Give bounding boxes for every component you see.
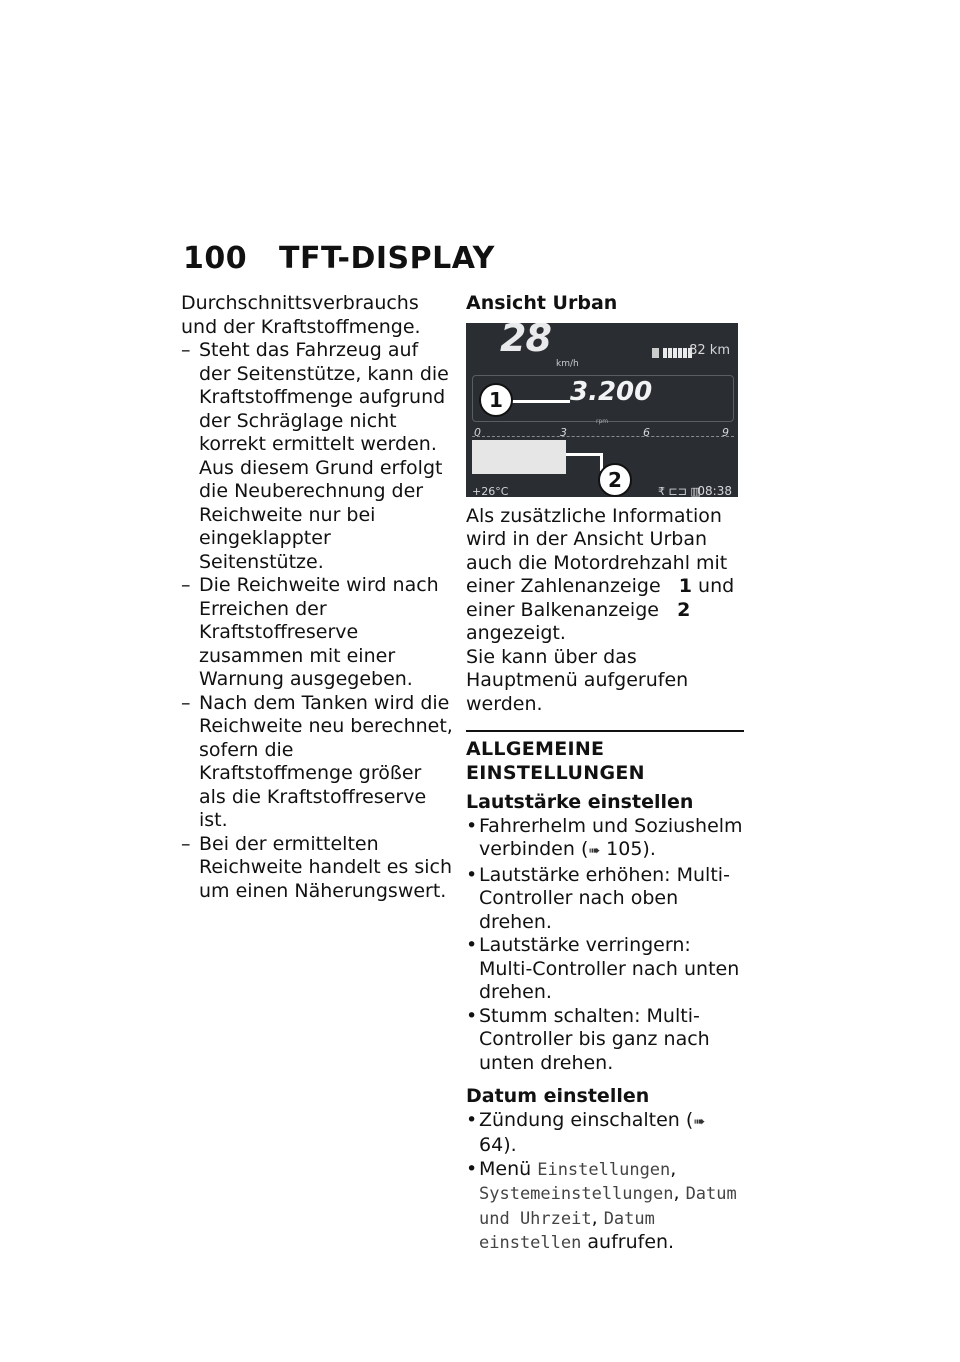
speed-readout: 28 xyxy=(500,322,551,360)
callout-2: 2 xyxy=(598,463,632,497)
view-description: Als zusätzliche Information wird in der Ansicht Urban auch die Motordrehzahl mit einer Zahlenanzeige 1 und einer Balkenanzeige 2 angezeigt. xyxy=(466,504,735,644)
page-title: TFT-DISPLAY xyxy=(279,241,495,276)
tft-display-image xyxy=(466,323,738,497)
scale-label: 9 xyxy=(722,425,729,439)
list-item: • Zündung einschalten (➠ 64). xyxy=(466,1109,744,1158)
rpm-readout: 3.200 xyxy=(570,376,653,407)
section-divider xyxy=(466,730,744,785)
scale-label: 0 xyxy=(474,425,481,439)
section-title: ALLGEMEINE EINSTELLUNGEN xyxy=(466,738,645,784)
menu-path: Datum und Uhrzeit xyxy=(479,1184,737,1229)
callout-1: 1 xyxy=(479,383,513,417)
intro-text: Durchschnittsverbrauchs und der Kraftstoffmenge. xyxy=(181,292,421,338)
scale-label: 6 xyxy=(643,425,650,439)
list-item: – Nach dem Tanken wird die Reichweite neu berechnet, sofern die Kraftstoffmenge größer als die Kraftstoffreserve ist. xyxy=(181,692,453,833)
view-heading: Ansicht Urban xyxy=(466,292,618,314)
rpm-unit: rpm xyxy=(596,417,609,425)
callout-1-leader xyxy=(510,400,570,403)
list-item: • Lautstärke erhöhen: Multi-Controller nach oben drehen. xyxy=(466,864,744,935)
status-icons: ₹ ⊏⊐ ▥ xyxy=(658,484,701,497)
date-heading: Datum einstellen xyxy=(466,1085,650,1107)
left-column xyxy=(181,292,453,903)
scale-label: 3 xyxy=(560,425,567,439)
page-ref-arrow-icon: ➠ xyxy=(588,843,601,859)
blank-area xyxy=(472,440,566,474)
page-number: 100 xyxy=(183,241,248,276)
list-item: – Die Reichweite wird nach Erreichen der Kraftstoffreserve zusammen mit einer Warnung ausgegeben. xyxy=(181,574,453,692)
list-item: • Menü Einstellungen, Systemeinstellungen, Datum und Uhrzeit, Datum einstellen aufrufen. xyxy=(466,1158,744,1256)
ref-1: 1 xyxy=(678,575,692,597)
menu-path: Systemeinstellungen xyxy=(479,1184,674,1204)
menu-path: Datum einstellen xyxy=(479,1208,655,1253)
volume-heading: Lautstärke einstellen xyxy=(466,791,694,813)
callout-2-leader xyxy=(566,453,600,456)
page-ref-arrow-icon: ➠ xyxy=(693,1113,706,1130)
view-description-2: Sie kann über das Hauptmenü aufgerufen werden. xyxy=(466,645,689,715)
list-item: • Fahrerhelm und Soziushelm verbinden (➠ 105). xyxy=(466,815,744,864)
list-item: • Stumm schalten: Multi-Controller bis ganz nach unten drehen. xyxy=(466,1005,744,1076)
menu-path: Einstellungen xyxy=(537,1159,671,1180)
list-item: • Lautstärke verringern: Multi-Controller nach unten drehen. xyxy=(466,934,744,1005)
speed-unit: km/h xyxy=(556,358,579,369)
temperature-readout: +26°C xyxy=(472,484,509,497)
right-column xyxy=(466,292,744,1256)
clock-readout: 08:38 xyxy=(697,483,732,497)
list-item: – Bei der ermittelten Reichweite handelt es sich um einen Näherungswert. xyxy=(181,833,453,904)
range-readout: 82 km xyxy=(689,342,730,358)
list-item: – Steht das Fahrzeug auf der Seitenstütze, kann die Kraftstoffmenge aufgrund der Schräglage nicht korrekt ermittelt werden. Aus diesem Grund erfolgt die Neuberechnung der Reichweite nur bei eingeklappter Seitenstütze. xyxy=(181,339,453,574)
ref-2: 2 xyxy=(677,598,691,621)
page-header xyxy=(183,241,495,276)
